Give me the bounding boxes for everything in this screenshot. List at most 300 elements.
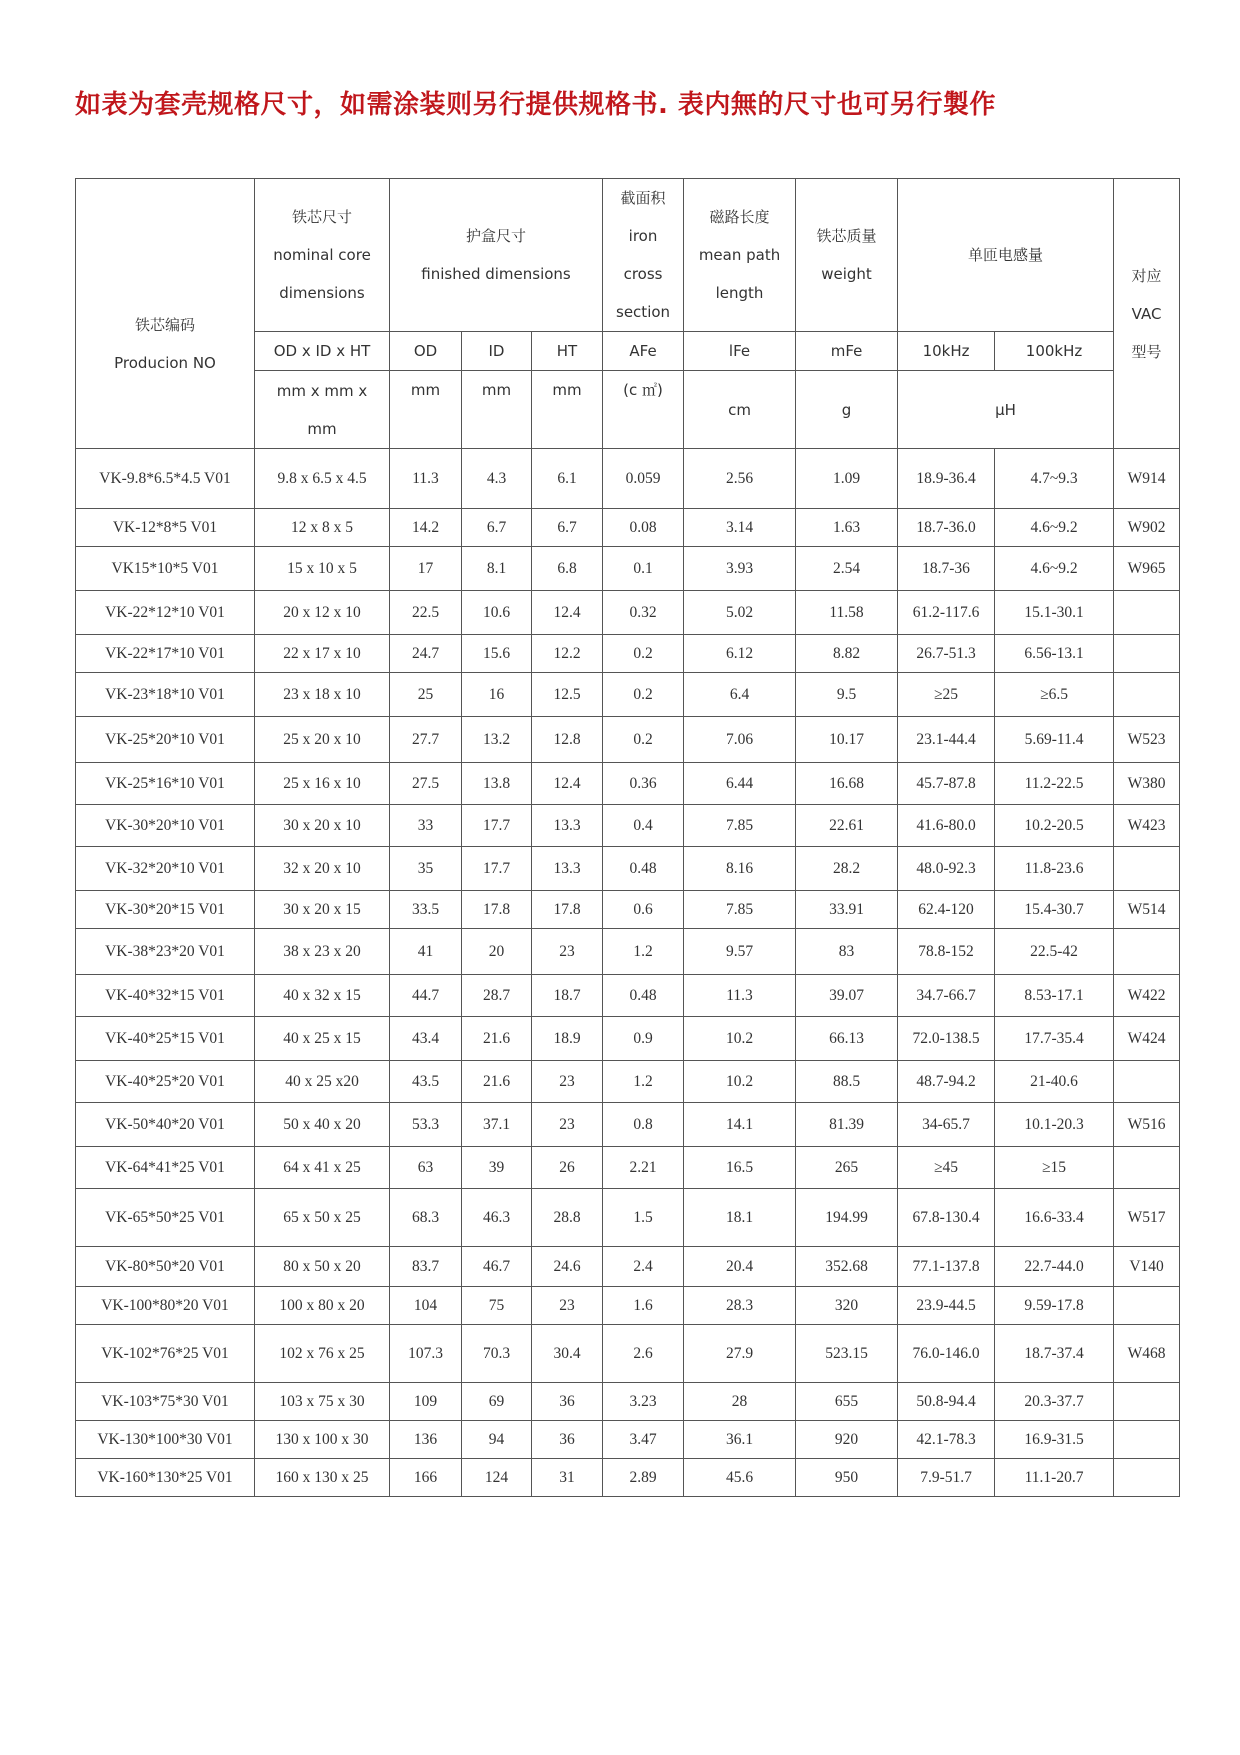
cell-od: 68.3	[390, 1189, 462, 1247]
cell-mfe: 39.07	[796, 975, 898, 1017]
header-vac-1: 对应	[1131, 266, 1162, 285]
cell-afe: 0.36	[603, 763, 684, 805]
cell-id: 15.6	[462, 635, 532, 673]
cell-ht: 12.5	[532, 673, 603, 717]
table-row	[76, 763, 1180, 805]
symbol-100khz: 100kHz	[995, 332, 1114, 371]
cell-ht: 26	[532, 1147, 603, 1189]
cell-core: 40 x 25 x20	[255, 1061, 390, 1103]
cell-core: 15 x 10 x 5	[255, 547, 390, 591]
cell-od: 43.5	[390, 1061, 462, 1103]
table-row	[76, 591, 1180, 635]
cell-code: VK-25*20*10 V01	[76, 717, 255, 763]
cell-ht: 12.4	[532, 591, 603, 635]
cell-core: 38 x 23 x 20	[255, 929, 390, 975]
cell-core: 32 x 20 x 10	[255, 847, 390, 891]
cell-code: VK-30*20*15 V01	[76, 891, 255, 929]
cell-id: 8.1	[462, 547, 532, 591]
cell-l10k: 42.1-78.3	[898, 1421, 995, 1459]
cell-afe: 1.2	[603, 929, 684, 975]
cell-vac	[1114, 1459, 1180, 1497]
cell-afe: 0.6	[603, 891, 684, 929]
cell-mfe: 33.91	[796, 891, 898, 929]
cell-code: VK-22*12*10 V01	[76, 591, 255, 635]
cell-afe: 0.8	[603, 1103, 684, 1147]
cell-od: 83.7	[390, 1247, 462, 1287]
cell-l100k: 16.9-31.5	[995, 1421, 1114, 1459]
cell-ht: 18.9	[532, 1017, 603, 1061]
cell-id: 46.7	[462, 1247, 532, 1287]
cell-l100k: 10.1-20.3	[995, 1103, 1114, 1147]
table-row	[76, 891, 1180, 929]
cell-ht: 13.3	[532, 805, 603, 847]
header-weight-en: weight	[821, 265, 872, 283]
cell-mfe: 352.68	[796, 1247, 898, 1287]
cell-ht: 31	[532, 1459, 603, 1497]
cell-mfe: 9.5	[796, 673, 898, 717]
cell-vac: W517	[1114, 1189, 1180, 1247]
cell-l10k: ≥45	[898, 1147, 995, 1189]
cell-vac: W380	[1114, 763, 1180, 805]
cell-l100k: 18.7-37.4	[995, 1325, 1114, 1383]
table-row	[76, 673, 1180, 717]
cell-l10k: 61.2-117.6	[898, 591, 995, 635]
cell-code: VK-50*40*20 V01	[76, 1103, 255, 1147]
page-title: 如表为套壳规格尺寸，如需涂装则另行提供规格书. 表内無的尺寸也可另行製作	[75, 90, 996, 120]
cell-ht: 36	[532, 1421, 603, 1459]
cell-l100k: 9.59-17.8	[995, 1287, 1114, 1325]
cell-ht: 23	[532, 1103, 603, 1147]
cell-core: 103 x 75 x 30	[255, 1383, 390, 1421]
cell-vac: V140	[1114, 1247, 1180, 1287]
header-section-en-1: iron	[628, 227, 658, 245]
cell-mfe: 2.54	[796, 547, 898, 591]
cell-code: VK-102*76*25 V01	[76, 1325, 255, 1383]
cell-id: 21.6	[462, 1061, 532, 1103]
cell-core: 160 x 130 x 25	[255, 1459, 390, 1497]
cell-lfe: 36.1	[684, 1421, 796, 1459]
cell-vac: W468	[1114, 1325, 1180, 1383]
cell-l10k: 62.4-120	[898, 891, 995, 929]
table-row	[76, 1189, 1180, 1247]
cell-od: 109	[390, 1383, 462, 1421]
cell-afe: 1.5	[603, 1189, 684, 1247]
cell-afe: 0.4	[603, 805, 684, 847]
cell-od: 25	[390, 673, 462, 717]
cell-l10k: 18.7-36.0	[898, 509, 995, 547]
cell-lfe: 45.6	[684, 1459, 796, 1497]
table-row	[76, 547, 1180, 591]
cell-afe: 0.08	[603, 509, 684, 547]
table-row	[76, 929, 1180, 975]
table-row	[76, 1061, 1180, 1103]
cell-afe: 1.6	[603, 1287, 684, 1325]
cell-l100k: 6.56-13.1	[995, 635, 1114, 673]
cell-vac: W423	[1114, 805, 1180, 847]
cell-lfe: 9.57	[684, 929, 796, 975]
cell-id: 124	[462, 1459, 532, 1497]
cell-code: VK-9.8*6.5*4.5 V01	[76, 449, 255, 509]
header-section-en-3: section	[616, 303, 671, 321]
cell-od: 43.4	[390, 1017, 462, 1061]
cell-od: 35	[390, 847, 462, 891]
cell-od: 33.5	[390, 891, 462, 929]
cell-l100k: 15.4-30.7	[995, 891, 1114, 929]
symbol-lfe: lFe	[684, 332, 796, 371]
header-section	[603, 179, 684, 332]
cell-l100k: 4.6~9.2	[995, 547, 1114, 591]
cell-afe: 2.6	[603, 1325, 684, 1383]
header-path-en-2: length	[715, 284, 764, 302]
cell-id: 21.6	[462, 1017, 532, 1061]
cell-l100k: 17.7-35.4	[995, 1017, 1114, 1061]
cell-ht: 30.4	[532, 1325, 603, 1383]
header-path	[684, 179, 796, 332]
cell-id: 17.8	[462, 891, 532, 929]
cell-lfe: 27.9	[684, 1325, 796, 1383]
cell-l10k: 77.1-137.8	[898, 1247, 995, 1287]
table-row	[76, 717, 1180, 763]
header-code	[76, 179, 255, 449]
cell-ht: 36	[532, 1383, 603, 1421]
table-row	[76, 1383, 1180, 1421]
cell-code: VK-160*130*25 V01	[76, 1459, 255, 1497]
header-section-cn: 截面积	[620, 189, 666, 207]
header-code-en: Producion NO	[114, 353, 216, 372]
cell-ht: 6.7	[532, 509, 603, 547]
cell-l10k: 23.1-44.4	[898, 717, 995, 763]
cell-lfe: 5.02	[684, 591, 796, 635]
cell-lfe: 20.4	[684, 1247, 796, 1287]
cell-core: 80 x 50 x 20	[255, 1247, 390, 1287]
cell-l10k: 7.9-51.7	[898, 1459, 995, 1497]
header-path-cn: 磁路长度	[709, 208, 770, 226]
cell-l10k: 23.9-44.5	[898, 1287, 995, 1325]
cell-l10k: 18.9-36.4	[898, 449, 995, 509]
cell-l100k: 22.5-42	[995, 929, 1114, 975]
cell-od: 136	[390, 1421, 462, 1459]
cell-code: VK-23*18*10 V01	[76, 673, 255, 717]
cell-lfe: 7.06	[684, 717, 796, 763]
cell-l10k: 34.7-66.7	[898, 975, 995, 1017]
cell-lfe: 18.1	[684, 1189, 796, 1247]
cell-od: 22.5	[390, 591, 462, 635]
cell-mfe: 265	[796, 1147, 898, 1189]
cell-vac	[1114, 1421, 1180, 1459]
cell-afe: 0.059	[603, 449, 684, 509]
cell-l100k: 11.1-20.7	[995, 1459, 1114, 1497]
cell-id: 20	[462, 929, 532, 975]
cell-l10k: 72.0-138.5	[898, 1017, 995, 1061]
cell-core: 102 x 76 x 25	[255, 1325, 390, 1383]
cell-afe: 2.4	[603, 1247, 684, 1287]
cell-mfe: 320	[796, 1287, 898, 1325]
symbol-10khz: 10kHz	[898, 332, 995, 371]
symbol-afe: AFe	[603, 332, 684, 371]
cell-l10k: 18.7-36	[898, 547, 995, 591]
cell-l100k: 4.7~9.3	[995, 449, 1114, 509]
header-vac-3: 型号	[1131, 342, 1162, 361]
cell-od: 27.5	[390, 763, 462, 805]
cell-core: 20 x 12 x 10	[255, 591, 390, 635]
table-row	[76, 635, 1180, 673]
table-row	[76, 975, 1180, 1017]
unit-core-2: mm	[307, 419, 337, 438]
cell-core: 100 x 80 x 20	[255, 1287, 390, 1325]
cell-l100k: 10.2-20.5	[995, 805, 1114, 847]
cell-ht: 17.8	[532, 891, 603, 929]
unit-ht: mm	[532, 371, 603, 449]
cell-ht: 24.6	[532, 1247, 603, 1287]
cell-lfe: 28	[684, 1383, 796, 1421]
cell-id: 69	[462, 1383, 532, 1421]
cell-l10k: 26.7-51.3	[898, 635, 995, 673]
cell-mfe: 1.09	[796, 449, 898, 509]
cell-l10k: 78.8-152	[898, 929, 995, 975]
cell-id: 46.3	[462, 1189, 532, 1247]
cell-core: 23 x 18 x 10	[255, 673, 390, 717]
header-core-en-1: nominal core	[273, 246, 371, 264]
cell-code: VK-25*16*10 V01	[76, 763, 255, 805]
cell-id: 6.7	[462, 509, 532, 547]
cell-mfe: 28.2	[796, 847, 898, 891]
cell-mfe: 16.68	[796, 763, 898, 805]
cell-od: 14.2	[390, 509, 462, 547]
cell-l100k: 8.53-17.1	[995, 975, 1114, 1017]
cell-vac	[1114, 591, 1180, 635]
cell-code: VK-38*23*20 V01	[76, 929, 255, 975]
table-row	[76, 449, 1180, 509]
cell-mfe: 88.5	[796, 1061, 898, 1103]
cell-ht: 18.7	[532, 975, 603, 1017]
cell-od: 53.3	[390, 1103, 462, 1147]
table-row	[76, 1325, 1180, 1383]
cell-core: 40 x 25 x 15	[255, 1017, 390, 1061]
cell-mfe: 8.82	[796, 635, 898, 673]
cell-mfe: 83	[796, 929, 898, 975]
header-weight	[796, 179, 898, 332]
cell-code: VK-100*80*20 V01	[76, 1287, 255, 1325]
cell-vac: W422	[1114, 975, 1180, 1017]
table-row	[76, 1017, 1180, 1061]
cell-od: 11.3	[390, 449, 462, 509]
cell-id: 37.1	[462, 1103, 532, 1147]
header-core-en-2: dimensions	[279, 284, 365, 302]
cell-l100k: 16.6-33.4	[995, 1189, 1114, 1247]
table-row	[76, 1287, 1180, 1325]
cell-afe: 1.2	[603, 1061, 684, 1103]
cell-afe: 0.2	[603, 635, 684, 673]
cell-mfe: 523.15	[796, 1325, 898, 1383]
cell-id: 17.7	[462, 805, 532, 847]
table-row	[76, 509, 1180, 547]
cell-vac	[1114, 673, 1180, 717]
cell-vac	[1114, 1287, 1180, 1325]
table-row	[76, 1421, 1180, 1459]
cell-lfe: 6.4	[684, 673, 796, 717]
cell-l10k: 67.8-130.4	[898, 1189, 995, 1247]
unit-lfe: cm	[684, 371, 796, 449]
cell-lfe: 14.1	[684, 1103, 796, 1147]
cell-od: 17	[390, 547, 462, 591]
cell-l10k: 34-65.7	[898, 1103, 995, 1147]
cell-mfe: 1.63	[796, 509, 898, 547]
table-row	[76, 1459, 1180, 1497]
cell-code: VK-80*50*20 V01	[76, 1247, 255, 1287]
cell-od: 104	[390, 1287, 462, 1325]
cell-l100k: ≥15	[995, 1147, 1114, 1189]
cell-core: 30 x 20 x 10	[255, 805, 390, 847]
header-path-en-1: mean path	[698, 246, 781, 264]
cell-core: 65 x 50 x 25	[255, 1189, 390, 1247]
cell-vac: W424	[1114, 1017, 1180, 1061]
cell-vac: W914	[1114, 449, 1180, 509]
cell-core: 64 x 41 x 25	[255, 1147, 390, 1189]
symbol-od: OD	[390, 332, 462, 371]
cell-lfe: 3.14	[684, 509, 796, 547]
cell-afe: 3.47	[603, 1421, 684, 1459]
unit-inductance: μH	[898, 371, 1114, 449]
table-row	[76, 1103, 1180, 1147]
cell-afe: 0.1	[603, 547, 684, 591]
cell-vac	[1114, 1147, 1180, 1189]
header-section-en-2: cross	[623, 265, 663, 283]
cell-mfe: 11.58	[796, 591, 898, 635]
cell-core: 130 x 100 x 30	[255, 1421, 390, 1459]
header-finished	[390, 179, 603, 332]
cell-lfe: 16.5	[684, 1147, 796, 1189]
symbol-mfe: mFe	[796, 332, 898, 371]
cell-afe: 0.2	[603, 717, 684, 763]
cell-lfe: 3.93	[684, 547, 796, 591]
cell-od: 27.7	[390, 717, 462, 763]
unit-mfe: g	[796, 371, 898, 449]
unit-id: mm	[462, 371, 532, 449]
cell-code: VK-130*100*30 V01	[76, 1421, 255, 1459]
table-body	[76, 449, 1180, 1497]
unit-core-1: mm x mm x	[276, 381, 368, 400]
cell-od: 44.7	[390, 975, 462, 1017]
header-vac-2: VAC	[1131, 304, 1162, 323]
cell-od: 33	[390, 805, 462, 847]
cell-ht: 23	[532, 1061, 603, 1103]
header-finished-cn: 护盒尺寸	[466, 227, 527, 245]
cell-lfe: 7.85	[684, 891, 796, 929]
cell-code: VK-40*32*15 V01	[76, 975, 255, 1017]
cell-ht: 23	[532, 1287, 603, 1325]
cell-id: 94	[462, 1421, 532, 1459]
cell-id: 28.7	[462, 975, 532, 1017]
cell-od: 107.3	[390, 1325, 462, 1383]
header-code-cn: 铁芯编码	[134, 315, 195, 334]
cell-lfe: 11.3	[684, 975, 796, 1017]
cell-code: VK-30*20*10 V01	[76, 805, 255, 847]
header-inductance: 单匝电感量	[898, 179, 1114, 332]
unit-afe: (c ㎡)	[603, 371, 684, 449]
header-finished-en: finished dimensions	[421, 265, 571, 283]
cell-core: 30 x 20 x 15	[255, 891, 390, 929]
cell-ht: 12.8	[532, 717, 603, 763]
cell-l10k: ≥25	[898, 673, 995, 717]
cell-mfe: 10.17	[796, 717, 898, 763]
cell-ht: 6.1	[532, 449, 603, 509]
cell-mfe: 81.39	[796, 1103, 898, 1147]
cell-core: 40 x 32 x 15	[255, 975, 390, 1017]
cell-code: VK-64*41*25 V01	[76, 1147, 255, 1189]
header-vac	[1114, 179, 1180, 449]
table-row	[76, 805, 1180, 847]
cell-ht: 13.3	[532, 847, 603, 891]
cell-l10k: 48.0-92.3	[898, 847, 995, 891]
cell-id: 70.3	[462, 1325, 532, 1383]
cell-afe: 0.9	[603, 1017, 684, 1061]
cell-afe: 3.23	[603, 1383, 684, 1421]
cell-code: VK-32*20*10 V01	[76, 847, 255, 891]
cell-mfe: 655	[796, 1383, 898, 1421]
cell-ht: 12.2	[532, 635, 603, 673]
cell-l100k: 5.69-11.4	[995, 717, 1114, 763]
cell-code: VK-22*17*10 V01	[76, 635, 255, 673]
cell-code: VK-103*75*30 V01	[76, 1383, 255, 1421]
cell-vac: W516	[1114, 1103, 1180, 1147]
core-spec-table	[75, 178, 1180, 1497]
cell-l10k: 76.0-146.0	[898, 1325, 995, 1383]
table-row	[76, 1247, 1180, 1287]
cell-ht: 6.8	[532, 547, 603, 591]
cell-lfe: 6.12	[684, 635, 796, 673]
cell-ht: 23	[532, 929, 603, 975]
cell-l100k: 21-40.6	[995, 1061, 1114, 1103]
cell-code: VK-65*50*25 V01	[76, 1189, 255, 1247]
cell-afe: 0.32	[603, 591, 684, 635]
cell-vac: W514	[1114, 891, 1180, 929]
cell-l100k: 4.6~9.2	[995, 509, 1114, 547]
header-weight-cn: 铁芯质量	[816, 227, 877, 245]
cell-core: 50 x 40 x 20	[255, 1103, 390, 1147]
cell-vac: W902	[1114, 509, 1180, 547]
cell-vac: W965	[1114, 547, 1180, 591]
symbol-core: OD x ID x HT	[255, 332, 390, 371]
cell-afe: 0.2	[603, 673, 684, 717]
cell-l100k: 22.7-44.0	[995, 1247, 1114, 1287]
cell-lfe: 2.56	[684, 449, 796, 509]
cell-core: 25 x 20 x 10	[255, 717, 390, 763]
table-row	[76, 1147, 1180, 1189]
cell-lfe: 7.85	[684, 805, 796, 847]
cell-code: VK-12*8*5 V01	[76, 509, 255, 547]
cell-vac	[1114, 1383, 1180, 1421]
cell-id: 4.3	[462, 449, 532, 509]
cell-mfe: 194.99	[796, 1189, 898, 1247]
cell-l100k: 15.1-30.1	[995, 591, 1114, 635]
cell-lfe: 10.2	[684, 1017, 796, 1061]
symbol-id: ID	[462, 332, 532, 371]
cell-afe: 2.89	[603, 1459, 684, 1497]
cell-mfe: 920	[796, 1421, 898, 1459]
cell-l100k: 20.3-37.7	[995, 1383, 1114, 1421]
cell-lfe: 28.3	[684, 1287, 796, 1325]
cell-ht: 12.4	[532, 763, 603, 805]
cell-vac	[1114, 929, 1180, 975]
table-row	[76, 847, 1180, 891]
cell-code: VK-40*25*15 V01	[76, 1017, 255, 1061]
cell-vac	[1114, 1061, 1180, 1103]
cell-l100k: 11.8-23.6	[995, 847, 1114, 891]
cell-code: VK15*10*5 V01	[76, 547, 255, 591]
unit-core	[255, 371, 390, 449]
cell-id: 13.2	[462, 717, 532, 763]
cell-lfe: 8.16	[684, 847, 796, 891]
